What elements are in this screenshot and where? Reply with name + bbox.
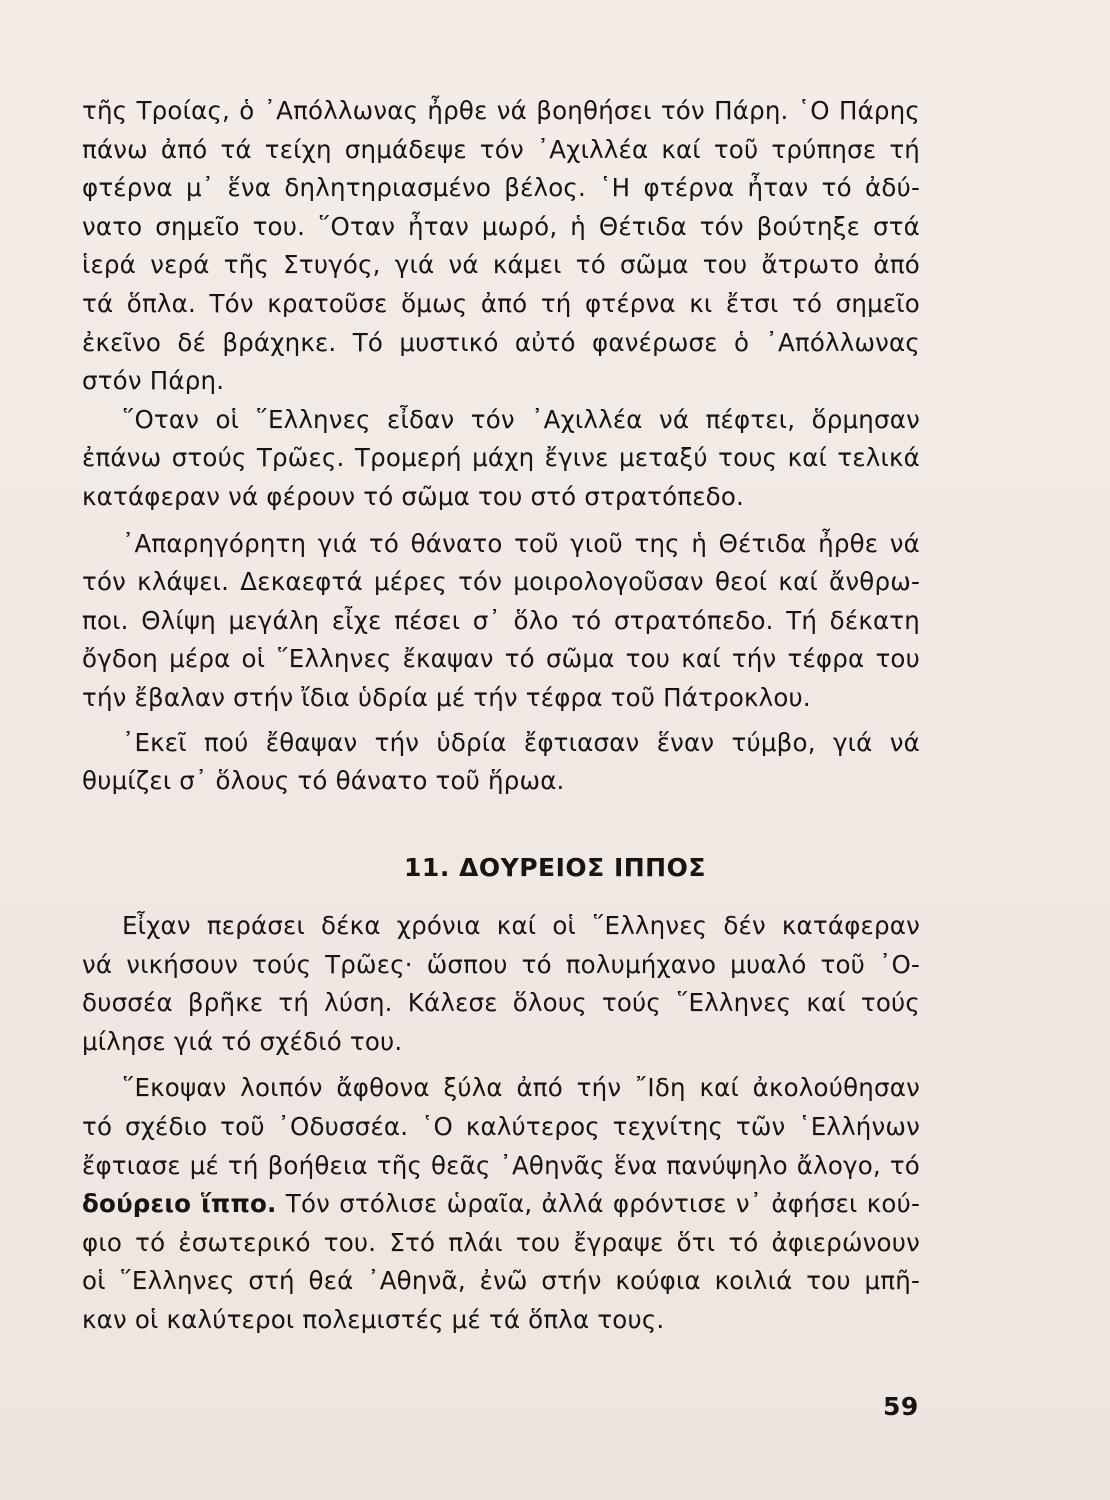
- text-line: νά νικήσουν τούς Τρῶες· ὥσπου τό πολυμήχανο μυαλό τοῦ ᾿Ο-: [82, 949, 920, 979]
- paragraph-3: [82, 525, 920, 718]
- page-number: 59: [883, 1392, 919, 1421]
- text-line: φιο τό ἐσωτερικό του. Στό πλάι του ἔγραψε ὅτι τό ἀφιερώνουν: [82, 1227, 920, 1257]
- text-line: δυσσέα βρῆκε τή λύση. Κάλεσε ὅλους τούς ῞Ελληνες καί τούς: [82, 988, 920, 1018]
- text-line: τήν ἔβαλαν στήν ἴδια ὑδρία μέ τήν τέφρα τοῦ Πάτροκλου.: [82, 682, 811, 712]
- text-line: μίλησε γιά τό σχέδιό του.: [82, 1026, 403, 1056]
- text-line: ὄγδοη μέρα οἱ ῞Ελληνες ἔκαψαν τό σῶμα του καί τήν τέφρα του: [82, 644, 920, 674]
- text-line: ποι. Θλίψη μεγάλη εἶχε πέσει σ᾿ ὅλο τό στρατόπεδο. Τή δέκατη: [82, 605, 920, 635]
- paragraph-6: [82, 1069, 920, 1339]
- text-line: στόν Πάρη.: [82, 366, 225, 396]
- text-line: φτέρνα μ᾿ ἕνα δηλητηριασμένο βέλος. ῾Η φτέρνα ἦταν τό ἀδύ-: [82, 173, 920, 203]
- text-line: τῆς Τροίας, ὁ ᾿Απόλλωνας ἦρθε νά βοηθήσει τόν Πάρη. ῾Ο Πάρης: [82, 96, 920, 125]
- text-line: κατάφεραν νά φέρουν τό σῶμα του στό στρατόπεδο.: [82, 481, 745, 511]
- text-line: ῞Οταν οἱ ῞Ελληνες εἶδαν τόν ᾿Αχιλλέα νά πέφτει, ὅρμησαν: [122, 404, 920, 434]
- paragraph-2: [82, 401, 920, 517]
- text-line: νατο σημεῖο του. ῞Οταν ἦταν μωρό, ἡ Θέτιδα τόν βούτηξε στά: [82, 211, 920, 241]
- text-line: ἐπάνω στούς Τρῶες. Τρομερή μάχη ἔγινε μεταξύ τους καί τελικά: [82, 443, 920, 473]
- text-line: τά ὅπλα. Τόν κρατοῦσε ὅμως ἀπό τή φτέρνα κι ἔτσι τό σημεῖο: [82, 288, 920, 318]
- text-line: ἔφτιασε μέ τή βοήθεια τῆς θεᾶς ᾿Αθηνᾶς ἕνα πανύψηλο ἄλογο, τό: [82, 1150, 920, 1180]
- text-line: ᾿Απαρηγόρητη γιά τό θάνατο τοῦ γιοῦ της ἡ Θέτιδα ἦρθε νά: [122, 528, 920, 558]
- text-line: [82, 1185, 920, 1224]
- text-line: ἱερά νερά τῆς Στυγός, γιά νά κάμει τό σῶμα του ἄτρωτο ἀπό: [82, 250, 920, 280]
- text-line: καν οἱ καλύτεροι πολεμιστές μέ τά ὅπλα τους.: [82, 1304, 665, 1334]
- text-block-top: [82, 92, 920, 801]
- text-line: ᾿Εκεῖ πού ἔθαψαν τήν ὑδρία ἔφτιασαν ἕναν τύμβο, γιά νά: [122, 727, 920, 757]
- paragraph-4: [82, 724, 920, 801]
- text-line: θυμίζει σ᾿ ὅλους τό θάνατο τοῦ ἥρωα.: [82, 766, 565, 796]
- paragraph-5: [82, 907, 920, 1061]
- text-fragment: Τόν στόλισε ὡραῖα, ἀλλά φρόντισε ν᾿ ἀφήσει κού-: [276, 1189, 920, 1219]
- section-heading: 11. ΔΟΥΡΕΙΟΣ ΙΠΠΟΣ: [404, 853, 706, 882]
- text-line: τόν κλάψει. Δεκαεφτά μέρες τόν μοιρολογοῦσαν θεοί καί ἄνθρω-: [82, 567, 920, 597]
- bold-term: δούρειο ἵππο.: [82, 1189, 277, 1219]
- text-line: Εἶχαν περάσει δέκα χρόνια καί οἱ ῞Ελληνες δέν κατάφεραν: [122, 911, 920, 940]
- text-line: πάνω ἀπό τά τείχη σημάδεψε τόν ᾿Αχιλλέα καί τοῦ τρύπησε τή: [82, 134, 920, 164]
- text-block-bottom: [82, 907, 920, 1340]
- text-line: ῞Εκοψαν λοιπόν ἄφθονα ξύλα ἀπό τήν ῎Ιδη καί ἀκολούθησαν: [122, 1073, 920, 1103]
- paragraph-1: [82, 92, 920, 401]
- text-line: τό σχέδιο τοῦ ᾿Οδυσσέα. ῾Ο καλύτερος τεχνίτης τῶν ῾Ελλήνων: [82, 1111, 920, 1141]
- text-line: ἐκεῖνο δέ βράχηκε. Τό μυστικό αὐτό φανέρωσε ὁ ᾿Απόλλωνας: [82, 327, 920, 357]
- text-line: οἱ ῞Ελληνες στή θεά ᾿Αθηνᾶ, ἐνῶ στήν κούφια κοιλιά του μπῆ-: [82, 1266, 920, 1296]
